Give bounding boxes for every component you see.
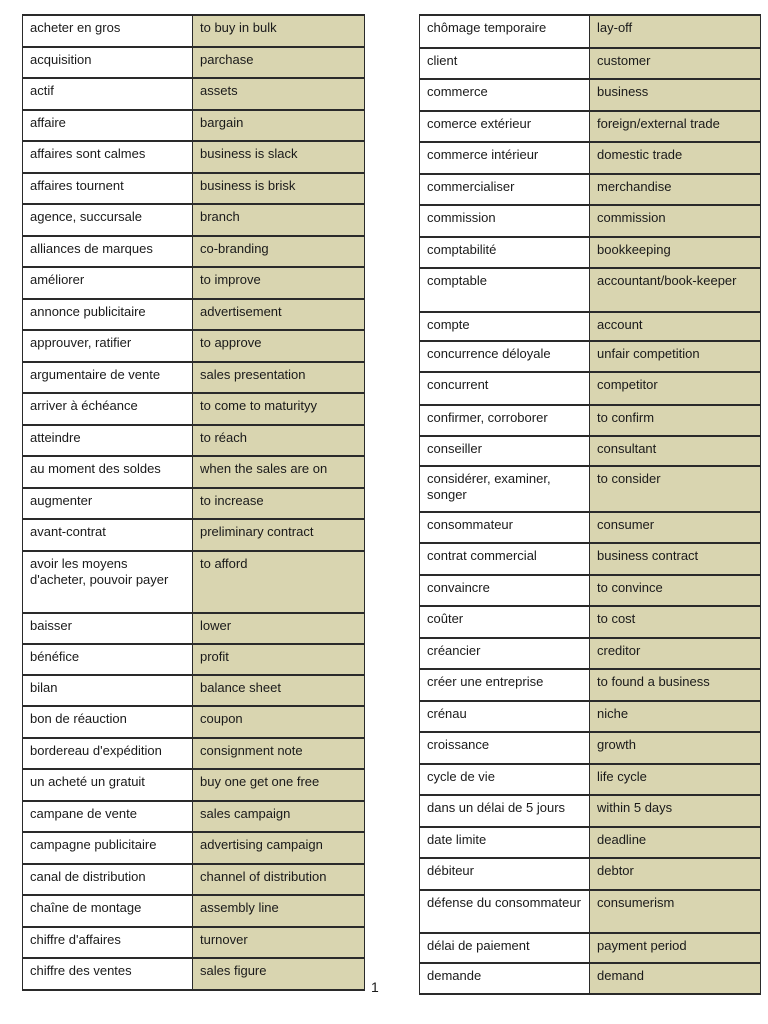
english-term: parchase (193, 47, 365, 78)
french-term: approuver, ratifier (23, 330, 193, 362)
table-row (23, 958, 365, 990)
french-term: campagne publicitaire (23, 832, 193, 864)
french-term: dans un délai de 5 jours (420, 795, 590, 827)
table-row (420, 436, 761, 466)
french-term: concurrent (420, 372, 590, 405)
table-row (420, 312, 761, 341)
table-row (23, 362, 365, 393)
french-term: agence, succursale (23, 204, 193, 236)
english-term: to réach (193, 425, 365, 456)
english-term: consumerism (590, 890, 761, 933)
table-row (420, 827, 761, 858)
table-row (420, 795, 761, 827)
english-term: to come to maturityy (193, 393, 365, 425)
english-term: bookkeeping (590, 237, 761, 268)
french-term: augmenter (23, 488, 193, 519)
english-term: turnover (193, 927, 365, 958)
french-term: considérer, examiner, songer (420, 466, 590, 512)
french-term: contrat commercial (420, 543, 590, 575)
english-term: consumer (590, 512, 761, 543)
french-term: bon de réauction (23, 706, 193, 738)
french-term: commerce intérieur (420, 142, 590, 174)
french-term: consommateur (420, 512, 590, 543)
table-row (23, 456, 365, 488)
english-term: balance sheet (193, 675, 365, 706)
french-term: un acheté un gratuit (23, 769, 193, 801)
french-term: affaires tournent (23, 173, 193, 204)
table-row (23, 15, 365, 47)
vocab-table-right (419, 14, 761, 995)
english-term: bargain (193, 110, 365, 141)
french-term: comerce extérieur (420, 111, 590, 142)
table-row (420, 575, 761, 606)
french-term: acquisition (23, 47, 193, 78)
french-term: confirmer, corroborer (420, 405, 590, 436)
table-row (420, 764, 761, 795)
table-row (420, 111, 761, 142)
table-row (23, 832, 365, 864)
table-row (23, 236, 365, 267)
table-row (23, 204, 365, 236)
english-term: to convince (590, 575, 761, 606)
french-term: bilan (23, 675, 193, 706)
french-term: créancier (420, 638, 590, 669)
english-term: debtor (590, 858, 761, 890)
table-row (420, 79, 761, 111)
english-term: to consider (590, 466, 761, 512)
table-row (420, 205, 761, 237)
french-term: créer une entreprise (420, 669, 590, 701)
table-row (23, 706, 365, 738)
table-row (23, 519, 365, 551)
table-row (23, 488, 365, 519)
english-term: accountant/book-keeper (590, 268, 761, 312)
table-row (23, 801, 365, 832)
table-row (420, 372, 761, 405)
english-term: buy one get one free (193, 769, 365, 801)
table-row (420, 405, 761, 436)
english-term: branch (193, 204, 365, 236)
english-term: lower (193, 613, 365, 644)
english-term: unfair competition (590, 341, 761, 372)
table-row (420, 466, 761, 512)
french-term: crénau (420, 701, 590, 732)
french-term: comptable (420, 268, 590, 312)
table-row (23, 895, 365, 927)
english-term: business is slack (193, 141, 365, 173)
french-term: convaincre (420, 575, 590, 606)
table-row (23, 769, 365, 801)
english-term: coupon (193, 706, 365, 738)
table-row (420, 543, 761, 575)
french-term: conseiller (420, 436, 590, 466)
french-term: défense du consommateur (420, 890, 590, 933)
english-term: to cost (590, 606, 761, 638)
table-row (23, 644, 365, 675)
french-term: concurrence déloyale (420, 341, 590, 372)
table-row (420, 858, 761, 890)
english-term: competitor (590, 372, 761, 405)
french-term: argumentaire de vente (23, 362, 193, 393)
table-row (420, 933, 761, 963)
english-term: advertisement (193, 299, 365, 330)
french-term: arriver à échéance (23, 393, 193, 425)
french-term: compte (420, 312, 590, 341)
french-term: commercialiser (420, 174, 590, 205)
table-row (420, 669, 761, 701)
table-row (420, 963, 761, 994)
table-row (420, 48, 761, 79)
table-row (23, 110, 365, 141)
table-row (420, 15, 761, 48)
english-term: commission (590, 205, 761, 237)
english-term: to buy in bulk (193, 15, 365, 47)
english-term: demand (590, 963, 761, 994)
table-row (23, 141, 365, 173)
table-row (23, 393, 365, 425)
table-row (23, 78, 365, 110)
french-term: cycle de vie (420, 764, 590, 795)
table-row (420, 142, 761, 174)
table-row (23, 738, 365, 769)
english-term: to approve (193, 330, 365, 362)
english-term: account (590, 312, 761, 341)
table-row (420, 638, 761, 669)
french-term: au moment des soldes (23, 456, 193, 488)
english-term: to found a business (590, 669, 761, 701)
english-term: to confirm (590, 405, 761, 436)
table-row (23, 551, 365, 613)
french-term: avoir les moyens d'acheter, pouvoir payer (23, 551, 193, 613)
french-term: demande (420, 963, 590, 994)
french-term: chiffre d'affaires (23, 927, 193, 958)
english-term: growth (590, 732, 761, 764)
french-term: améliorer (23, 267, 193, 299)
table-row (23, 864, 365, 895)
french-term: atteindre (23, 425, 193, 456)
table-row (23, 425, 365, 456)
english-term: business contract (590, 543, 761, 575)
table-row (23, 173, 365, 204)
english-term: deadline (590, 827, 761, 858)
table-row (420, 701, 761, 732)
french-term: chômage temporaire (420, 15, 590, 48)
english-term: to afford (193, 551, 365, 613)
french-term: affaires sont calmes (23, 141, 193, 173)
english-term: foreign/external trade (590, 111, 761, 142)
table-row (420, 268, 761, 312)
english-term: to improve (193, 267, 365, 299)
english-term: life cycle (590, 764, 761, 795)
english-term: lay-off (590, 15, 761, 48)
french-term: avant-contrat (23, 519, 193, 551)
english-term: to increase (193, 488, 365, 519)
french-term: comptabilité (420, 237, 590, 268)
table-row (420, 174, 761, 205)
french-term: commerce (420, 79, 590, 111)
french-term: acheter en gros (23, 15, 193, 47)
table-row (23, 330, 365, 362)
french-term: bénéfice (23, 644, 193, 675)
table-row (420, 341, 761, 372)
table-row (23, 299, 365, 330)
french-term: campane de vente (23, 801, 193, 832)
english-term: domestic trade (590, 142, 761, 174)
table-row (420, 732, 761, 764)
table-row (420, 237, 761, 268)
french-term: baisser (23, 613, 193, 644)
english-term: niche (590, 701, 761, 732)
french-term: actif (23, 78, 193, 110)
french-term: chiffre des ventes (23, 958, 193, 990)
vocab-table-left (22, 14, 365, 991)
page-number: 1 (371, 979, 379, 995)
french-term: alliances de marques (23, 236, 193, 267)
french-term: débiteur (420, 858, 590, 890)
english-term: when the sales are on (193, 456, 365, 488)
english-term: consultant (590, 436, 761, 466)
table-row (23, 267, 365, 299)
french-term: date limite (420, 827, 590, 858)
english-term: within 5 days (590, 795, 761, 827)
french-term: croissance (420, 732, 590, 764)
english-term: sales presentation (193, 362, 365, 393)
english-term: payment period (590, 933, 761, 963)
table-row (420, 890, 761, 933)
english-term: merchandise (590, 174, 761, 205)
english-term: creditor (590, 638, 761, 669)
english-term: preliminary contract (193, 519, 365, 551)
english-term: customer (590, 48, 761, 79)
english-term: business is brisk (193, 173, 365, 204)
french-term: délai de paiement (420, 933, 590, 963)
table-row (23, 675, 365, 706)
english-term: business (590, 79, 761, 111)
english-term: profit (193, 644, 365, 675)
table-row (420, 512, 761, 543)
english-term: advertising campaign (193, 832, 365, 864)
french-term: affaire (23, 110, 193, 141)
english-term: sales campaign (193, 801, 365, 832)
english-term: sales figure (193, 958, 365, 990)
english-term: channel of distribution (193, 864, 365, 895)
french-term: coûter (420, 606, 590, 638)
table-row (420, 606, 761, 638)
french-term: client (420, 48, 590, 79)
table-row (23, 927, 365, 958)
english-term: assembly line (193, 895, 365, 927)
english-term: co-branding (193, 236, 365, 267)
french-term: chaîne de montage (23, 895, 193, 927)
table-row (23, 47, 365, 78)
english-term: assets (193, 78, 365, 110)
french-term: commission (420, 205, 590, 237)
table-row (23, 613, 365, 644)
french-term: canal de distribution (23, 864, 193, 895)
french-term: bordereau d'expédition (23, 738, 193, 769)
french-term: annonce publicitaire (23, 299, 193, 330)
english-term: consignment note (193, 738, 365, 769)
